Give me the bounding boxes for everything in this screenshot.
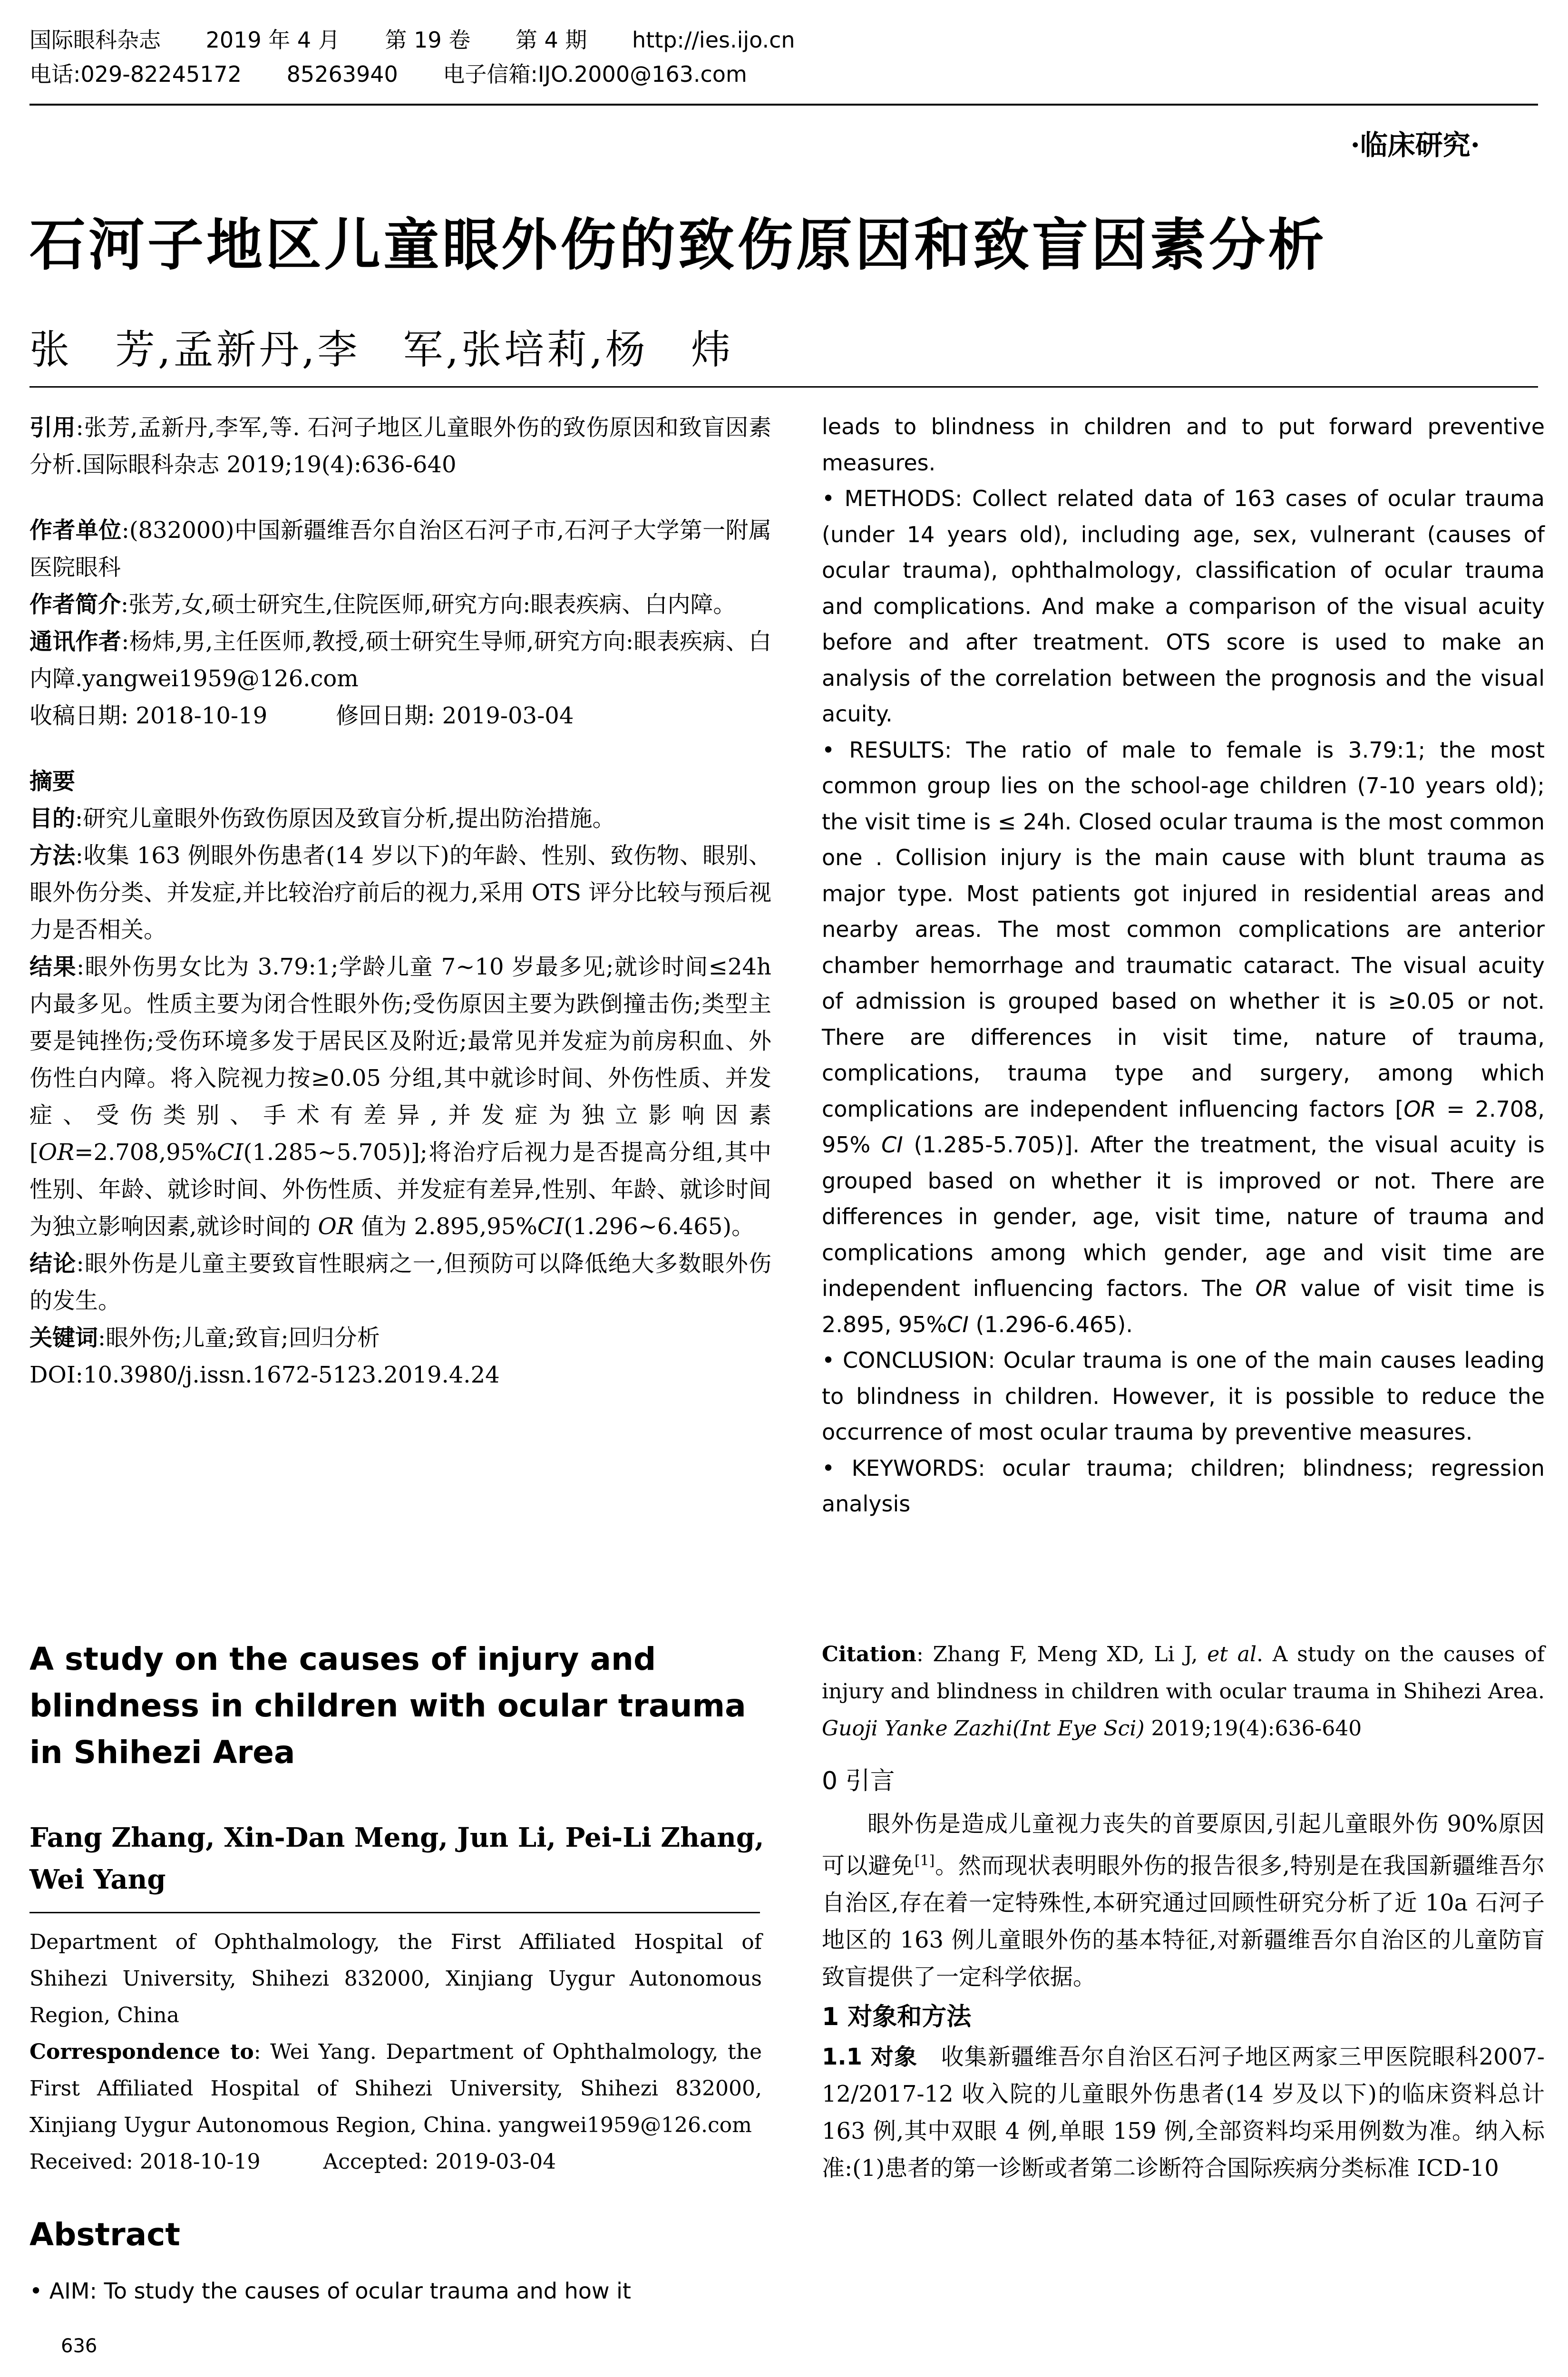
intro-paragraph: 眼外伤是造成儿童视力丧失的首要原因,引起儿童眼外伤 90%原因可以避免[1]。然而现状表明眼外伤的报告很多,特别是在我国新疆维吾尔自治区,存在着一定特殊性,本研究通过回顾性研究分析了近 10a 石河子地区的 163 例儿童眼外伤的基本特征,对新疆维吾尔自治区的儿童防盲致盲提供了一定科学依据。 [822, 1811, 1545, 1990]
volume: 第 19 卷 [385, 27, 471, 53]
introduction-section [822, 1760, 1545, 2187]
methods-heading: 1 对象和方法 [822, 2003, 972, 2031]
english-title: A study on the causes of injury and blindness in children with ocular trauma in Shihezi Area [29, 1641, 746, 1771]
abstract-heading-en: Abstract [29, 2216, 180, 2253]
results-en: • RESULTS: The ratio of male to female is 3.79:1; the most common group lies on the school-age children (7-10 years old); the visit time is ≤ 24h. Closed ocular trauma is the most common one . Collision injury is the main cause with blunt trauma as major type. Most patients got injured in residential areas and nearby areas. The most common complications are anterior chamber hemorrhage and traumatic cataract. The visual acuity of admission is grouped based on whether it is ≥0.05 or not. There are differences in visit time, nature of trauma, complications, trauma type and surgery, among which complications are independent influencing factors [OR = 2.708, 95% CI (1.285-5.705)]. After the treatment, the visual acuity is grouped based on whether it is improved or not. There are differences in gender, age, visit time, nature of trauma and complications among which gender, age and visit time are independent influencing factors. The OR value of visit time is 2.895, 95%CI (1.296-6.465). [822, 737, 1545, 1337]
methods-en: • METHODS: Collect related data of 163 cases of ocular trauma (under 14 years old), including age, sex, vulnerant (causes of ocular trauma), ophthalmology, classification of ocular trauma and complications. And make a comparison of the visual acuity before and after treatment. OTS score is used to make an analysis of the correlation between the prognosis and the visual acuity. [822, 486, 1545, 727]
results-cn: 结果:眼外伤男女比为 3.79:1;学龄儿童 7~10 岁最多见;就诊时间≤24h 内最多见。性质主要为闭合性眼外伤;受伤原因主要为跌倒撞击伤;类型主要是钝挫伤;受伤环境多发于居民区及附近;最常见并发症为前房积血、外伤性白内障。将入院视力按≥0.05 分组,其中就诊时间、外伤性质、并发症、受伤类别、手术有差异,并发症为独立影响因素[OR=2.708,95%CI(1.285~5.705)];将治疗后视力是否提高分组,其中性别、年龄、就诊时间、外伤性质、并发症有差异,性别、年龄、就诊时间为独立影响因素,就诊时间的 OR 值为 2.895,95%CI(1.296~6.465)。 [29, 954, 771, 1240]
author-bio-cn: 作者简介:张芳,女,硕士研究生,住院医师,研究方向:眼表疾病、白内障。 [29, 591, 736, 618]
header-row-1 [29, 23, 1537, 57]
english-correspondence: Correspondence to: Wei Yang. Department of Ophthalmology, the First Affiliated Hospital of Shihezi University, Shihezi 832000, Xinjiang Uygur Autonomous Region, China. yangwei1959@126.com [29, 2040, 762, 2137]
conclusion-cn: 结论:眼外伤是儿童主要致盲性眼病之一,但预防可以降低绝大多数眼外伤的发生。 [29, 1250, 771, 1314]
affiliation-cn: 作者单位:(832000)中国新疆维吾尔自治区石河子市,石河子大学第一附属医院眼科 [29, 517, 771, 581]
header-divider [29, 104, 1538, 106]
english-authors: Fang Zhang, Xin-Dan Meng, Jun Li, Pei-Li Zhang, Wei Yang [29, 1822, 764, 1895]
citation-cn: 引用:张芳,孟新丹,李军,等. 石河子地区儿童眼外伤的致伤原因和致盲因素分析.国际眼科杂志 2019;19(4):636-640 [29, 414, 771, 478]
subjects-paragraph: 1.1 对象 收集新疆维吾尔自治区石河子地区两家三甲医院眼科2007-12/2017-12 收入院的儿童眼外伤患者(14 岁及以下)的临床资料总计 163 例,其中双眼 4 例,单眼 159 例,全部资料均采用例数为准。纳入标准:(1)患者的第一诊断或者第二诊断符合国际疾病分类标准 ICD-10 [822, 2044, 1545, 2182]
citation-en: Citation: Zhang F, Meng XD, Li J, et al. A study on the causes of injury and blindness in children with ocular trauma in Shihezi Area. Guoji Yanke Zazhi(Int Eye Sci) 2019;19(4):636-640 [822, 1642, 1545, 1741]
journal-name: 国际眼科杂志 [29, 27, 161, 53]
aim-en: • AIM: To study the causes of ocular trauma and how it [29, 2278, 631, 2304]
paper-title: 石河子地区儿童眼外伤的致伤原因和致盲因素分析 [29, 212, 1327, 278]
keywords-cn: 关键词:眼外伤;儿童;致盲;回归分析 [29, 1325, 380, 1351]
dates-cn: 收稿日期: 2018-10-19 修回日期: 2019-03-04 [29, 702, 574, 729]
authors-divider [29, 386, 1538, 388]
phone-2: 85263940 [286, 61, 398, 87]
english-abstract-column [822, 409, 1545, 1522]
issue: 第 4 期 [515, 27, 587, 53]
reference-1[interactable]: [1] [914, 1852, 935, 1869]
journal-header [29, 23, 1537, 91]
journal-email[interactable]: 电子信箱:IJO.2000@163.com [443, 61, 747, 87]
issue-date: 2019 年 4 月 [205, 27, 340, 53]
english-affiliation: Department of Ophthalmology, the First Affiliated Hospital of Shihezi University, Shihezi 832000, Xinjiang Uygur Autonomous Region, China [29, 1930, 762, 2027]
intro-heading: 0 引言 [822, 1767, 895, 1795]
phone-1: 电话:029-82245172 [29, 61, 242, 87]
aim-en-cont: leads to blindness in children and to put forward preventive measures. [822, 414, 1545, 476]
english-dates: Received: 2018-10-19 Accepted: 2019-03-04 [29, 2150, 556, 2174]
methods-cn: 方法:收集 163 例眼外伤患者(14 岁以下)的年龄、性别、致伤物、眼别、眼外伤分类、并发症,并比较治疗前后的视力,采用 OTS 评分比较与预后视力是否相关。 [29, 842, 771, 943]
keywords-en: • KEYWORDS: ocular trauma; children; blindness; regression analysis [822, 1455, 1545, 1517]
header-row-2 [29, 57, 1537, 91]
doi[interactable]: DOI:10.3980/j.issn.1672-5123.2019.4.24 [29, 1362, 500, 1388]
corresponding-author-cn: 通讯作者:杨炜,男,主任医师,教授,硕士研究生导师,研究方向:眼表疾病、白内障.yangwei1959@126.com [29, 628, 771, 692]
english-authors-divider [29, 1912, 760, 1913]
journal-url[interactable]: http://ies.ijo.cn [632, 27, 795, 53]
abstract-heading-cn: 摘要 [29, 768, 76, 795]
chinese-abstract-column [29, 409, 771, 1393]
english-affiliation-block [29, 1924, 762, 2180]
aim-cn: 目的:研究儿童眼外伤致伤原因及致盲分析,提出防治措施。 [29, 805, 615, 832]
authors-cn: 张 芳,孟新丹,李 军,张培莉,杨 炜 [29, 326, 734, 373]
page-number: 636 [61, 2335, 97, 2357]
conclusion-en: • CONCLUSION: Ocular trauma is one of the main causes leading to blindness in children. However, it is possible to reduce the occurrence of most ocular trauma by preventive measures. [822, 1347, 1545, 1445]
section-label: ·临床研究· [1350, 129, 1480, 161]
